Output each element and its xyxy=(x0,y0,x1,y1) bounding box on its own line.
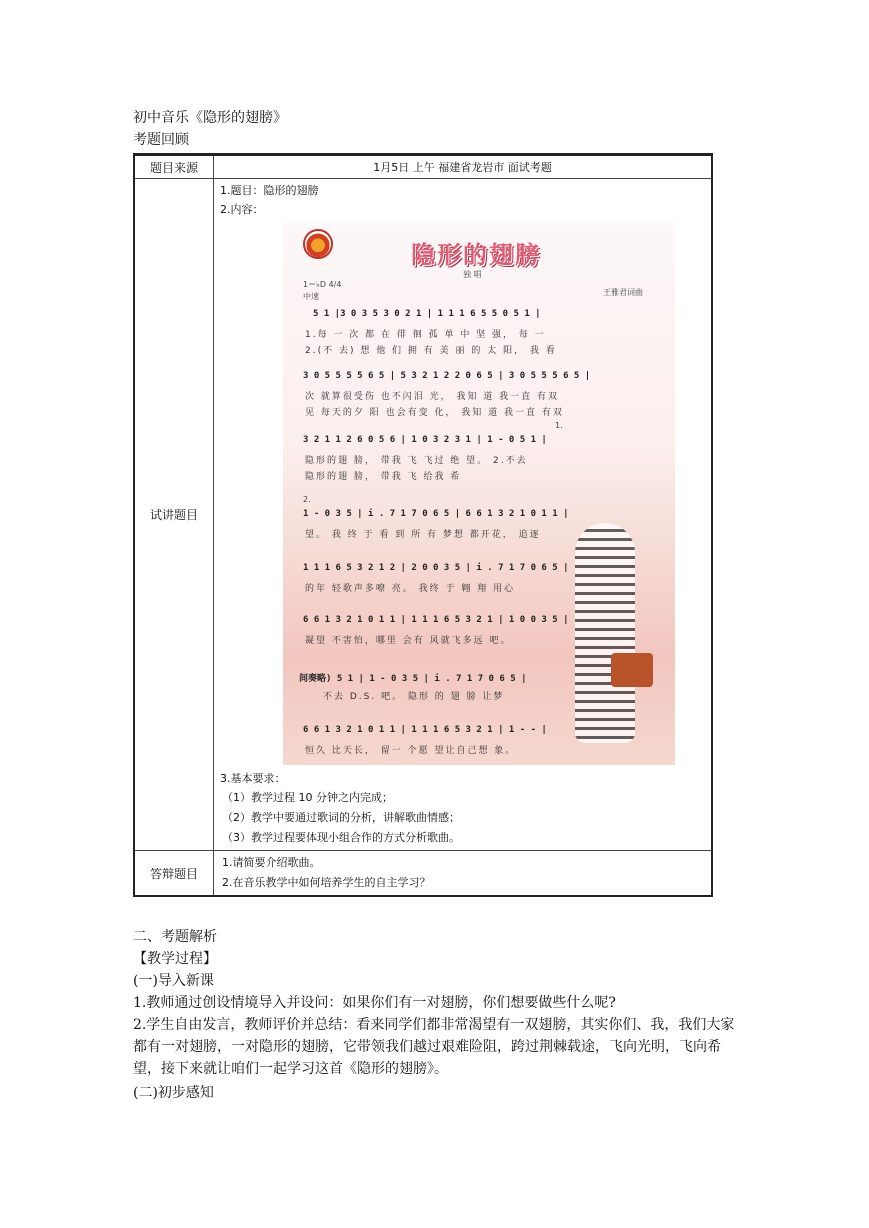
score-lyric-row-3b: 隐形的翅 膀， 带我 飞 给我 希 xyxy=(305,472,462,482)
trial-item-title: 1.题目：隐形的翅膀 xyxy=(220,184,319,197)
score-lyric-row-2a: 次 就算很受伤 也不闪泪 光， 我知 道 我一直 有双 xyxy=(305,392,560,402)
girl-illustration xyxy=(575,523,635,743)
score-notes-row-4: 1 - 0 3 5 | i . 7 1 7 0 6 5 | 6 6 1 3 2 1 0 1 1 | xyxy=(303,509,569,519)
defense-content xyxy=(214,851,713,897)
score-image xyxy=(283,223,675,765)
requirement-1: （1）教学过程 10 分钟之内完成； xyxy=(222,791,393,804)
score-singer: 独 唱 xyxy=(463,270,482,279)
defense-question-1: 1.请简要介绍歌曲。 xyxy=(222,856,321,869)
score-notes-row-2: 3 0 5 5 5 5 6 5 | 5 3 2 1 2 2 0 6 5 | 3 0 5 5 5 6 5 | xyxy=(303,371,591,381)
score-lyric-row-2b: 见 每天的夕 阳 也会有变 化， 我知 道 我一直 有双 xyxy=(305,408,564,418)
source-label: 题目来源 xyxy=(134,155,214,179)
score-lyric-row-7: 不去 D.S. 吧。 隐形 的 翅 膀 让梦 xyxy=(323,692,505,702)
score-song-title: 隐形的翅膀 xyxy=(411,241,541,269)
defense-row xyxy=(134,851,712,897)
score-lyric-row-4: 望。 我 终 于 看 到 所 有 梦想 都开花， 追逐 xyxy=(305,530,541,540)
score-tempo: 中速 xyxy=(303,292,319,301)
process-title: 【教学过程】 xyxy=(133,951,217,967)
defense-label: 答辩题目 xyxy=(134,851,214,897)
requirement-2: （2）教学中要通过歌词的分析，讲解歌曲情感； xyxy=(222,811,460,824)
score-lyric-row-5: 的年 轻歌声多嘹 亮。 我终 于 翱 翔 用心 xyxy=(305,584,516,594)
document-title: 初中音乐《隐形的翅膀》 xyxy=(133,110,287,126)
score-notes-row-6: 6 6 1 3 2 1 0 1 1 | 1 1 1 6 5 3 2 1 | 1 0 0 3 5 | xyxy=(303,615,569,625)
headphone-icon xyxy=(303,229,333,259)
score-notes-row-1: 5 1 |3 0 3 5 3 0 2 1 | 1 1 1 6 5 5 0 5 1 | xyxy=(313,309,541,319)
requirements-title: 3.基本要求： xyxy=(220,772,286,785)
score-notes-row-8: 6 6 1 3 2 1 0 1 1 | 1 1 1 6 5 3 2 1 | 1 - - | xyxy=(303,725,547,735)
score-notes-row-7: 间奏略) 5 1 | 1 - 0 3 5 | i . 7 1 7 0 6 5 | xyxy=(299,674,527,684)
score-lyric-row-1b: 2.(不 去) 想 他 们 拥 有 美 丽 的 太 阳， 我 看 xyxy=(305,346,557,356)
trial-item-content: 2.内容： xyxy=(220,203,264,216)
trial-label: 试讲题目 xyxy=(134,179,214,851)
trial-row xyxy=(134,179,712,851)
requirement-3: （3）教学过程要体现小组合作的方式分析歌曲。 xyxy=(222,831,460,844)
part2-title: (二)初步感知 xyxy=(133,1085,214,1101)
score-key: 1＝♭D 4/4 xyxy=(303,280,342,289)
source-value: 1月5日 上午 福建省龙岩市 面试考题 xyxy=(214,155,713,179)
score-notes-row-3: 3 2 1 1 2 6 0 5 6 | 1 0 3 2 3 1 | 1 - 0 5 1 | xyxy=(303,435,547,445)
defense-question-2: 2.在音乐教学中如何培养学生的自主学习？ xyxy=(222,876,431,889)
paragraph-1: 1.教师通过创设情境导入并设问：如果你们有一对翅膀，你们想要做些什么呢? xyxy=(133,995,616,1011)
trial-content xyxy=(214,179,713,851)
score-ending-mark-2: 2. xyxy=(303,495,311,504)
exam-table xyxy=(133,153,713,897)
score-lyric-row-1a: 1.每 一 次 都 在 徘 徊 孤 单 中 坚 强， 每 一 xyxy=(305,330,546,340)
analysis-section-title: 二、考题解析 xyxy=(133,929,217,945)
score-composer: 王雅君词曲 xyxy=(603,288,643,297)
part1-title: (一)导入新课 xyxy=(133,973,214,989)
source-row xyxy=(134,155,712,179)
score-lyric-row-3a: 隐形的翅 膀， 带我 飞 飞过 绝 望。 2.不去 xyxy=(305,456,528,466)
score-notes-row-5: 1 1 1 6 5 3 2 1 2 | 2 0 0 3 5 | i . 7 1 7 0 6 5 | xyxy=(303,563,569,573)
score-lyric-row-8: 恒久 比天长， 留一 个愿 望让自己想 象。 xyxy=(305,746,517,756)
paragraph-2: 2.学生自由发言，教师评价并总结：看来同学们都非常渴望有一双翅膀，其实你们、我，我们大家都有一对翅膀，一对隐形的翅膀，它带领我们越过艰难险阻，跨过荆棘载途，飞向光明，飞向希望，接下来就让咱们一起学习这首《隐形的翅膀》。 xyxy=(133,1017,735,1077)
score-lyric-row-6: 凝望 不害怕，哪里 会有 风就飞多远 吧。 xyxy=(305,636,512,646)
suitcase-illustration xyxy=(611,653,653,687)
document-subtitle: 考题回顾 xyxy=(133,132,189,148)
score-ending-mark-1: 1. xyxy=(555,421,563,430)
